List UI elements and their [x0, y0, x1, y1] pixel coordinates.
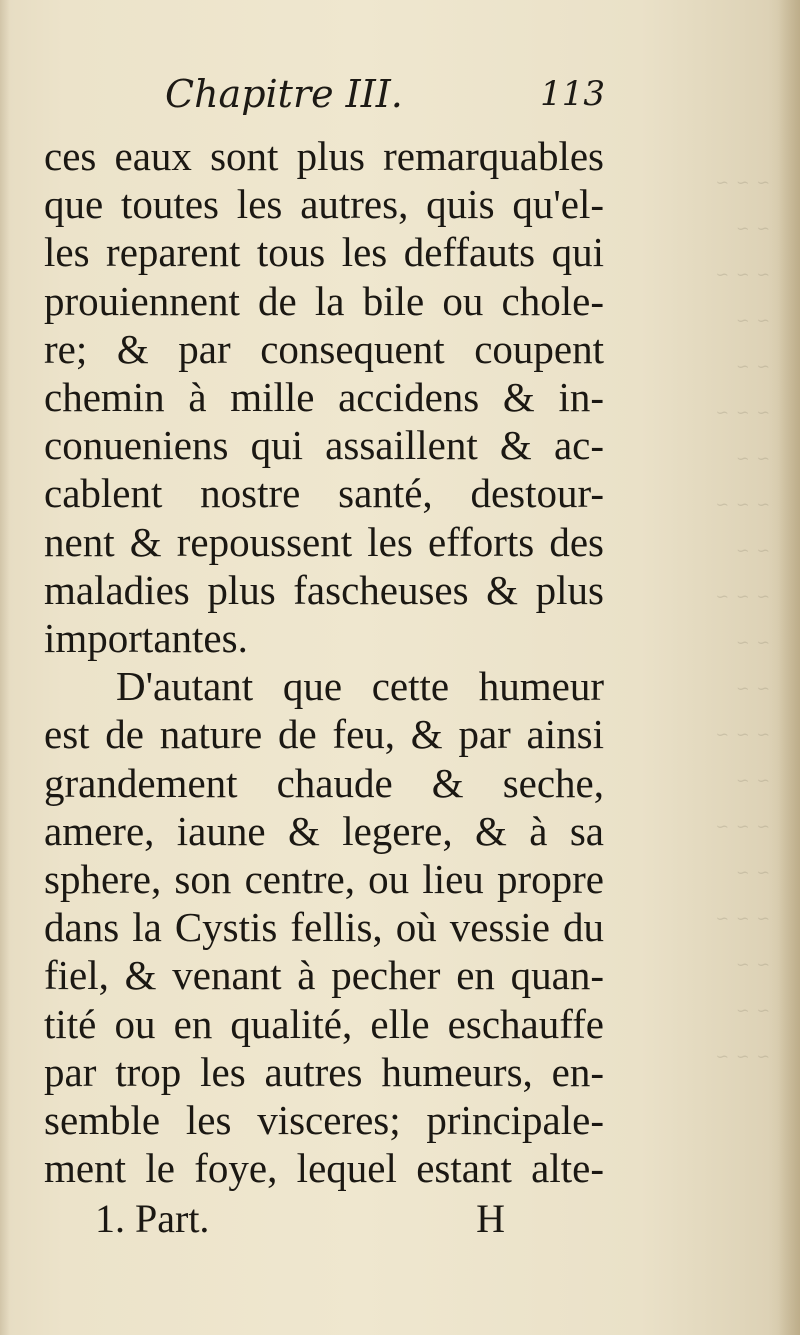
text-line: re; & par consequent coupent — [44, 325, 604, 372]
text-line: que toutes les autres, quis qu'el- — [44, 181, 604, 228]
show-through-texture: ~ ~ ~ ~ ~ ~ ~ ~ ~ ~ ~ ~ ~ ~ ~ ~ ~ ~ ~ ~ ~ ~ ~ ~ ~ ~ ~ ~ ~ ~ ~ ~ ~ ~ ~ ~ ~ ~ ~ ~ ~ ~ ~ ~ ~ ~ ~ ~ ~ — [714, 173, 770, 1066]
page-right-shadow — [778, 0, 800, 1335]
text-line: grandement chaude & seche, — [44, 759, 604, 806]
text-line: cablent nostre santé, destour- — [44, 470, 604, 517]
running-header — [165, 72, 605, 122]
page-number: 113 — [540, 74, 605, 114]
text-line: sphere, son centre, ou lieu propre — [44, 856, 604, 903]
text-line: ment le foye, lequel estant alte- — [44, 1145, 604, 1192]
chapter-heading: Chapitre III. — [165, 72, 403, 116]
text-line: importantes. — [44, 615, 248, 662]
page-text — [44, 132, 604, 1192]
signature-line: 1. Part. — [95, 1196, 210, 1241]
page-left-shadow — [0, 0, 10, 1335]
text-line: maladies plus fascheuses & plus — [44, 566, 604, 613]
page-footer — [95, 1195, 505, 1245]
text-line: D'autant que cette humeur — [116, 663, 604, 710]
gathering-mark: H — [476, 1196, 505, 1241]
text-line: ces eaux sont plus remarquables — [44, 133, 604, 179]
text-line: nent & repoussent les efforts des — [44, 518, 604, 565]
text-line: par trop les autres humeurs, en- — [44, 1048, 604, 1095]
text-line: les reparent tous les deffauts qui — [44, 229, 604, 276]
text-line: semble les visceres; principale- — [44, 1097, 604, 1144]
text-line: fiel, & venant à pecher en quan- — [44, 952, 604, 999]
text-line: amere, iaune & legere, & à sa — [44, 807, 604, 854]
text-line: chemin à mille accidens & in- — [44, 374, 604, 421]
text-line: tité ou en qualité, elle eschauffe — [44, 1000, 604, 1047]
text-line: prouiennent de la bile ou chole- — [44, 277, 604, 324]
text-line: dans la Cystis fellis, où vessie du — [44, 904, 604, 951]
text-line: conueniens qui assaillent & ac- — [44, 422, 604, 469]
text-line: est de nature de feu, & par ainsi — [44, 711, 604, 758]
